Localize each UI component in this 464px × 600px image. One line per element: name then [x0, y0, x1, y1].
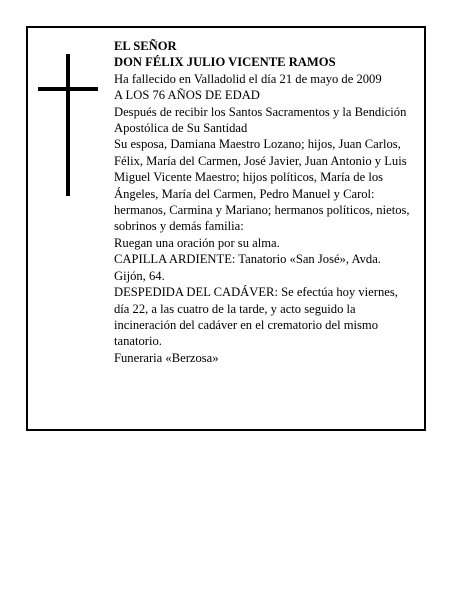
farewell-info: DESPEDIDA DEL CADÁVER: Se efectúa hoy viernes, día 22, a las cuatro de la tarde, y acto seguido la incineración del cadáver en el crematorio del mismo tanatorio.	[114, 285, 398, 349]
obituary-text	[114, 38, 414, 366]
cross-icon	[38, 54, 98, 196]
death-notice: Ha fallecido en Valladolid el día 21 de mayo de 2009	[114, 71, 382, 86]
prayer-request: Ruegan una oración por su alma.	[114, 235, 280, 250]
chapel-info: CAPILLA ARDIENTE: Tanatorio «San José», Avda. Gijón, 64.	[114, 252, 381, 283]
obituary-title: EL SEÑOR	[114, 39, 177, 53]
cross-horizontal-bar	[38, 87, 98, 91]
family-list: Su esposa, Damiana Maestro Lozano; hijos, Juan Carlos, Félix, María del Carmen, José Javier, Juan Antonio y Luis Miguel Vicente Maestro; hijos políticos, María de los Ángeles, María del Carmen, Pedro Manuel y Carol: hermanos, Carmina y Mariano; hermanos políticos, nietos, sobrinos y demás familia:	[114, 137, 410, 234]
deceased-name: DON FÉLIX JULIO VICENTE RAMOS	[114, 55, 336, 70]
age-line: A LOS 76 AÑOS DE EDAD	[114, 88, 260, 103]
cross-vertical-bar	[66, 54, 70, 196]
funeral-home: Funeraria «Berzosa»	[114, 350, 219, 365]
sacraments-line: Después de recibir los Santos Sacramentos y la Bendición Apostólica de Su Santidad	[114, 104, 407, 136]
